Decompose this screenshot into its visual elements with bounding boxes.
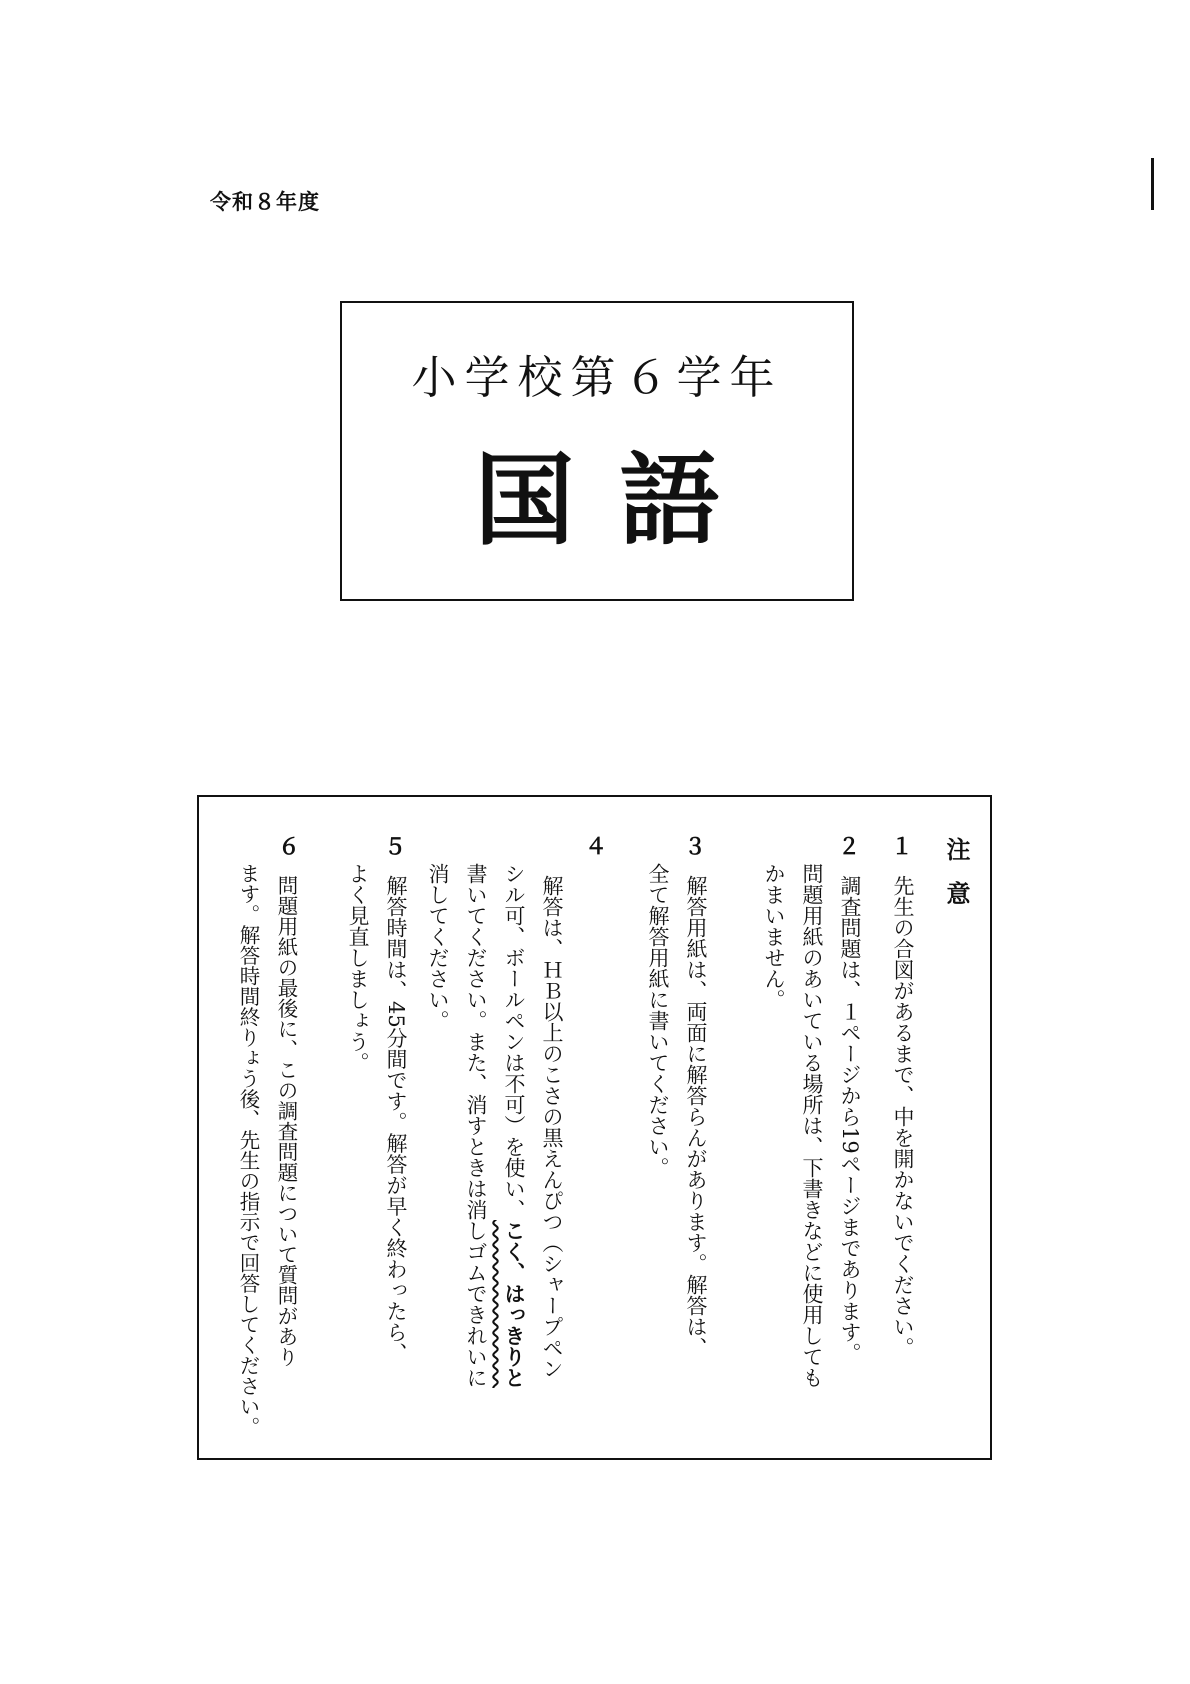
item-line: よく見直しましょう。 [346, 863, 370, 1073]
item-text [419, 863, 571, 1443]
item-line: 解答は、ＨＢ以上のこさの黒えんぴつ（シャープペン [540, 875, 564, 1379]
item-line: 消してください。 [426, 863, 450, 1031]
edge-mark [1151, 158, 1154, 210]
item-number: ５ [383, 835, 406, 860]
item-line: 書いてください。また、消すときは消しゴムできれいに [464, 863, 488, 1388]
item-text [639, 863, 715, 1443]
item-line: 全て解答用紙に書いてください。 [646, 863, 670, 1178]
subject-title: 国語 [474, 442, 765, 559]
item-line: 問題用紙のあいている場所は、下書きなどに使用しても [800, 863, 824, 1388]
item-text [755, 863, 869, 1443]
item-line: 解答用紙は、両面に解答らんがあります。解答は、 [684, 875, 708, 1358]
item-line: 問題用紙の最後に、この調査問題について質問があり [274, 875, 298, 1367]
item-line: 調査問題は、１ページから19ページまであります。 [838, 875, 862, 1364]
item-text [229, 863, 305, 1443]
item-line-part: シル可、ボールペンは不可）を使い、 [502, 863, 526, 1220]
item-number: ３ [683, 835, 706, 860]
title-box [340, 301, 854, 601]
grade-label: 小学校第６学年 [411, 351, 783, 404]
item-text [884, 875, 922, 1425]
notice-box [197, 795, 992, 1460]
item-number: ６ [277, 835, 300, 860]
notice-heading: 注意 [942, 837, 970, 925]
school-year: 令和８年度 [210, 190, 320, 214]
item-number: ４ [584, 835, 607, 860]
item-number: ２ [837, 835, 860, 860]
item-text [339, 863, 415, 1443]
item-number: １ [890, 835, 913, 860]
item-line: 先生の合図があるまで、中を開かないでください。 [891, 875, 915, 1358]
item-line: 解答時間は、45分間です。解答が早く終わったら、 [384, 875, 408, 1364]
item-line: かまいません。 [762, 863, 786, 1010]
notice-item-4 [576, 797, 616, 1458]
emphasis-text: こく、はっきりと [502, 1220, 526, 1388]
item-line: ます。解答時間終りょう後、先生の指示で回答してください。 [236, 863, 260, 1437]
item-line [495, 863, 533, 1443]
